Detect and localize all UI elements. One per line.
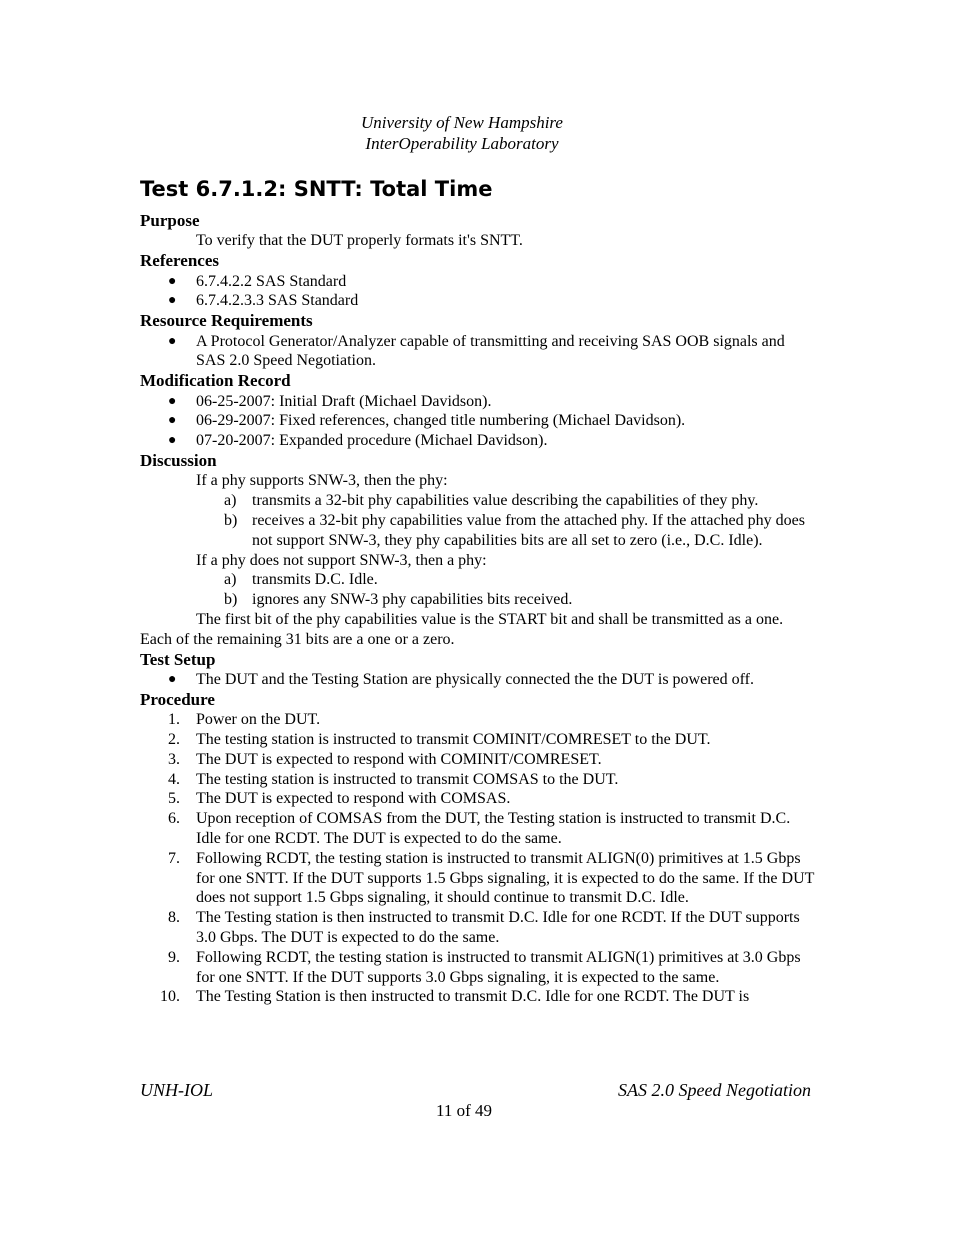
- procedure-step: 4. The testing station is instructed to transmit COMSAS to the DUT.: [168, 770, 619, 788]
- page-number: 11 of 49: [435, 1101, 493, 1120]
- header-line-1: University of New Hampshire: [361, 113, 563, 132]
- discussion-list-2: [140, 570, 815, 610]
- resources-list: [140, 332, 815, 372]
- list-item: ● 6.7.4.2.2 SAS Standard: [168, 272, 347, 290]
- discussion-closing: The first bit of the phy capabilities value is the START bit and shall be transmitted as a one. Each of the remaining 31 bits are a one or a zero.: [140, 610, 784, 648]
- list-item: b) ignores any SNW-3 phy capabilities bits received.: [224, 591, 573, 609]
- list-item: a) transmits a 32-bit phy capabilities value describing the capabilities of they phy.: [224, 492, 759, 510]
- references-heading: References: [140, 251, 219, 271]
- bullet-icon: ●: [168, 413, 177, 429]
- list-item: a) transmits D.C. Idle.: [224, 571, 378, 589]
- procedure-step: 2. The testing station is instructed to transmit COMINIT/COMRESET to the DUT.: [168, 730, 711, 748]
- list-item: ● 06-25-2007: Initial Draft (Michael Davidson).: [168, 392, 492, 410]
- purpose-text: To verify that the DUT properly formats it's SNTT.: [196, 232, 523, 250]
- discussion-list-1: [140, 491, 815, 550]
- procedure-step: 9. Following RCDT, the testing station is instructed to transmit ALIGN(1) primitives at 3.0 Gbps for one SNTT. If the DUT supports 3.0 Gbps signaling, it is expected to the same.: [168, 948, 801, 986]
- page-title: Test 6.7.1.2: SNTT: Total Time: [140, 177, 493, 201]
- setup-list: [140, 670, 815, 690]
- bullet-icon: ●: [168, 433, 177, 449]
- bullet-icon: ●: [168, 393, 177, 409]
- list-item: ● 07-20-2007: Expanded procedure (Michael Davidson).: [168, 432, 548, 450]
- procedure-step: 5. The DUT is expected to respond with COMSAS.: [168, 790, 511, 808]
- procedure-step: 3. The DUT is expected to respond with COMINIT/COMRESET.: [168, 750, 602, 768]
- bullet-icon: ●: [168, 293, 177, 309]
- discussion-intro-2: If a phy does not support SNW-3, then a phy:: [196, 551, 487, 569]
- setup-heading: Test Setup: [140, 649, 216, 669]
- modification-heading: Modification Record: [140, 371, 291, 391]
- procedure-list: [140, 710, 815, 1007]
- purpose-heading: Purpose: [140, 211, 200, 230]
- resources-heading: Resource Requirements: [140, 311, 313, 331]
- procedure-step: 8. The Testing station is then instructed to transmit D.C. Idle for one RCDT. If the DUT supports 3.0 Gbps. The DUT is expected to do the same.: [168, 909, 800, 946]
- bullet-icon: ●: [168, 273, 177, 289]
- procedure-heading: Procedure: [140, 689, 215, 709]
- modification-list: [140, 392, 815, 451]
- procedure-step: 7. Following RCDT, the testing station is instructed to transmit ALIGN(0) primitives at 1.5 Gbps for one SNTT. If the DUT supports 1.5 Gbps signaling, it is expected to do the same. If the DUT does not support 1.5 Gbps signaling, it should continue to transmit D.C. Idle.: [168, 849, 815, 907]
- footer-doc-title: SAS 2.0 Speed Negotiation: [618, 1080, 811, 1100]
- procedure-step: 10. The Testing Station is then instructed to transmit D.C. Idle for one RCDT. The DUT is: [160, 988, 750, 1006]
- references-list: [140, 272, 815, 312]
- procedure-step: 6. Upon reception of COMSAS from the DUT, the Testing station is instructed to transmit D.C. Idle for one RCDT. The DUT is expected to do the same.: [168, 810, 791, 847]
- list-item: ● 06-29-2007: Fixed references, changed title numbering (Michael Davidson).: [168, 412, 686, 430]
- bullet-icon: ●: [168, 671, 177, 687]
- list-item: ● A Protocol Generator/Analyzer capable of transmitting and receiving SAS OOB signals and SAS 2.0 Speed Negotiation.: [168, 332, 785, 370]
- procedure-step: 1. Power on the DUT.: [168, 711, 321, 729]
- footer-org: UNH-IOL: [140, 1080, 214, 1100]
- discussion-heading: Discussion: [140, 451, 217, 470]
- list-item: ● 6.7.4.2.3.3 SAS Standard: [168, 292, 359, 310]
- header-line-2: InterOperability Laboratory: [365, 134, 559, 153]
- page-content: [140, 174, 815, 1007]
- list-item: b) receives a 32-bit phy capabilities value from the attached phy. If the attached phy does not support SNW-3, they phy capabilities bits are all set to zero (i.e., D.C. Idle).: [224, 512, 805, 549]
- bullet-icon: ●: [168, 333, 177, 349]
- discussion-intro-1: If a phy supports SNW-3, then the phy:: [196, 472, 448, 490]
- list-item: ● The DUT and the Testing Station are physically connected the the DUT is powered off.: [168, 670, 754, 688]
